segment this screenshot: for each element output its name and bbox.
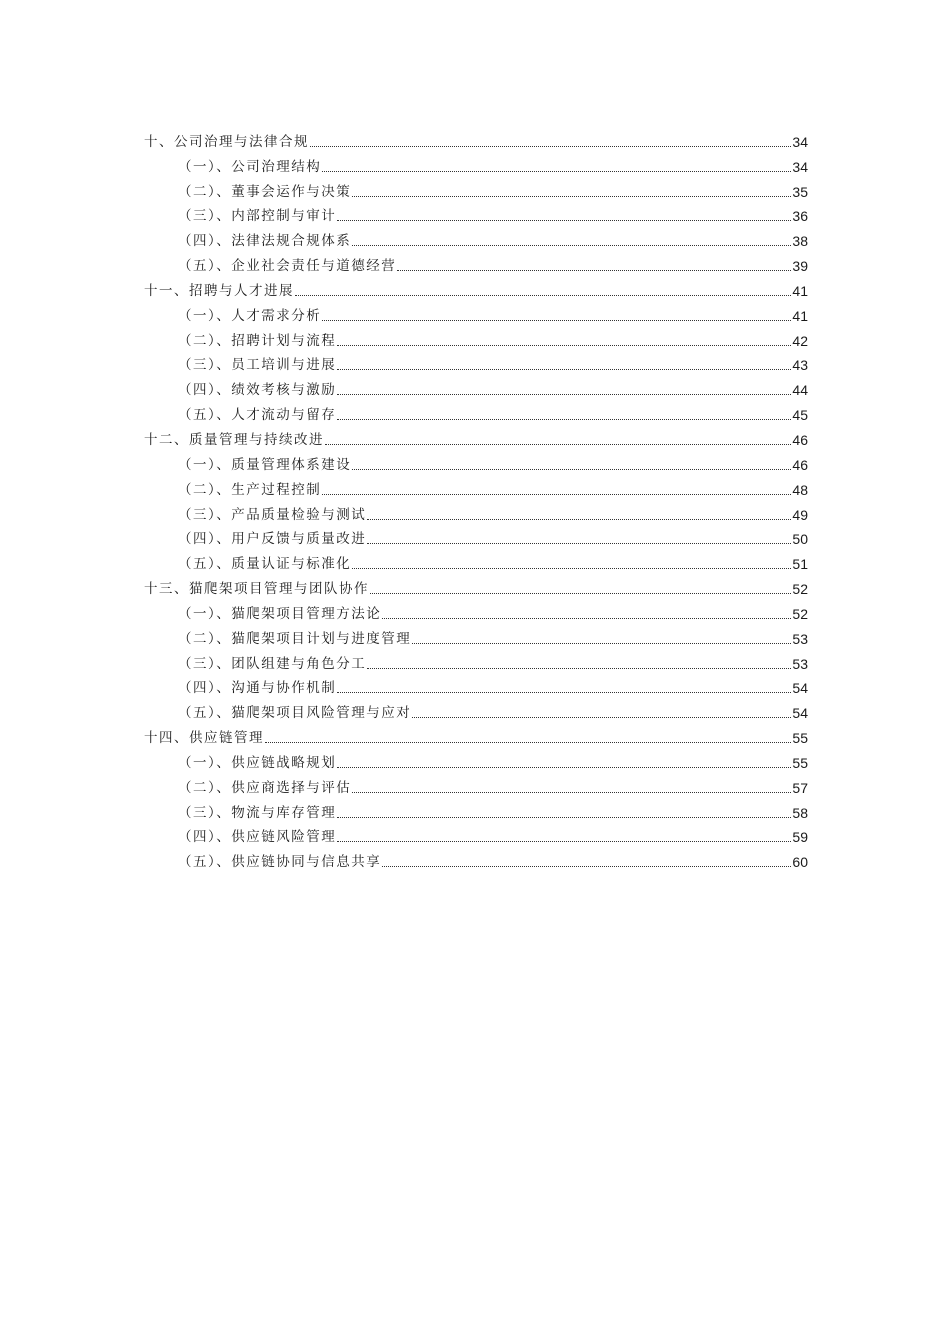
toc-chapter-entry[interactable]: [144, 572, 808, 597]
toc-section-entry[interactable]: [144, 498, 808, 523]
toc-section-entry[interactable]: [144, 547, 808, 572]
toc-page-number: 48: [792, 481, 808, 498]
toc-entry-title: 十四、供应链管理: [144, 730, 264, 747]
toc-dot-leader: [322, 320, 791, 321]
toc-dot-leader: [265, 742, 791, 743]
toc-dot-leader: [337, 419, 791, 420]
toc-page-number: 41: [792, 307, 808, 324]
toc-page-number: 59: [792, 829, 808, 846]
toc-entry-title: 十一、招聘与人才进展: [144, 282, 294, 299]
toc-page-number: 34: [792, 133, 808, 150]
toc-entry-title: 十二、质量管理与持续改进: [144, 431, 324, 448]
toc-page-number: 36: [792, 208, 808, 225]
toc-entry-title: （一）、人才需求分析: [178, 307, 322, 324]
toc-chapter-entry[interactable]: [144, 423, 808, 448]
toc-dot-leader: [337, 767, 791, 768]
toc-dot-leader: [352, 792, 791, 793]
toc-page-number: 46: [792, 456, 808, 473]
toc-dot-leader: [412, 717, 791, 718]
toc-dot-leader: [337, 394, 791, 395]
toc-page-number: 45: [792, 407, 808, 424]
toc-entry-title: （四）、用户反馈与质量改进: [178, 531, 367, 548]
toc-page-number: 54: [792, 680, 808, 697]
toc-dot-leader: [337, 220, 791, 221]
toc-section-entry[interactable]: [144, 349, 808, 374]
toc-page-number: 50: [792, 531, 808, 548]
toc-entry-title: （四）、绩效考核与激励: [178, 382, 337, 399]
toc-section-entry[interactable]: [144, 845, 808, 870]
toc-page-number: 43: [792, 357, 808, 374]
toc-page-number: 55: [792, 730, 808, 747]
toc-dot-leader: [295, 295, 791, 296]
toc-dot-leader: [397, 270, 791, 271]
toc-section-entry[interactable]: [144, 771, 808, 796]
toc-section-entry[interactable]: [144, 523, 808, 548]
toc-entry-title: （二）、猫爬架项目计划与进度管理: [178, 630, 412, 647]
toc-dot-leader: [382, 618, 791, 619]
toc-page-number: 41: [792, 282, 808, 299]
toc-page-number: 46: [792, 431, 808, 448]
toc-entry-title: （三）、产品质量检验与测试: [178, 506, 367, 523]
toc-entry-title: （五）、质量认证与标准化: [178, 556, 352, 573]
toc-page-number: 57: [792, 779, 808, 796]
toc-page-number: 58: [792, 804, 808, 821]
toc-page-number: 55: [792, 754, 808, 771]
toc-entry-title: （一）、质量管理体系建设: [178, 456, 352, 473]
toc-entry-title: （五）、猫爬架项目风险管理与应对: [178, 705, 412, 722]
toc-dot-leader: [322, 494, 791, 495]
toc-entry-title: （四）、法律法规合规体系: [178, 233, 352, 250]
toc-section-entry[interactable]: [144, 200, 808, 225]
toc-entry-title: （三）、员工培训与进展: [178, 357, 337, 374]
toc-page-number: 38: [792, 233, 808, 250]
toc-dot-leader: [352, 196, 791, 197]
toc-dot-leader: [367, 543, 791, 544]
toc-page-number: 35: [792, 183, 808, 200]
toc-dot-leader: [352, 245, 791, 246]
toc-page-number: 53: [792, 630, 808, 647]
toc-page-number: 53: [792, 655, 808, 672]
toc-dot-leader: [337, 345, 791, 346]
toc-dot-leader: [412, 643, 791, 644]
toc-entry-title: （四）、沟通与协作机制: [178, 680, 337, 697]
toc-dot-leader: [337, 692, 791, 693]
toc-page-number: 39: [792, 258, 808, 275]
toc-section-entry[interactable]: [144, 150, 808, 175]
toc-dot-leader: [337, 841, 791, 842]
toc-entry-title: （一）、猫爬架项目管理方法论: [178, 605, 382, 622]
toc-section-entry[interactable]: [144, 324, 808, 349]
toc-dot-leader: [310, 146, 791, 147]
toc-section-entry[interactable]: [144, 299, 808, 324]
toc-entry-title: （五）、供应链协同与信息共享: [178, 854, 382, 871]
toc-page-number: 49: [792, 506, 808, 523]
toc-entry-title: （三）、团队组建与角色分工: [178, 655, 367, 672]
toc-page-number: 52: [792, 605, 808, 622]
toc-entry-title: （二）、董事会运作与决策: [178, 183, 352, 200]
toc-entry-title: （四）、供应链风险管理: [178, 829, 337, 846]
toc-section-entry[interactable]: [144, 746, 808, 771]
toc-section-entry[interactable]: [144, 647, 808, 672]
toc-page-number: 42: [792, 332, 808, 349]
toc-page-number: 44: [792, 382, 808, 399]
toc-section-entry[interactable]: [144, 821, 808, 846]
toc-section-entry[interactable]: [144, 672, 808, 697]
toc-dot-leader: [370, 593, 791, 594]
toc-section-entry[interactable]: [144, 622, 808, 647]
toc-entry-title: （二）、生产过程控制: [178, 481, 322, 498]
toc-entry-title: （三）、内部控制与审计: [178, 208, 337, 225]
toc-entry-title: （五）、人才流动与留存: [178, 407, 337, 424]
toc-entry-title: （三）、物流与库存管理: [178, 804, 337, 821]
toc-page-number: 60: [792, 854, 808, 871]
toc-entry-title: （二）、供应商选择与评估: [178, 779, 352, 796]
toc-section-entry[interactable]: [144, 398, 808, 423]
toc-section-entry[interactable]: [144, 249, 808, 274]
toc-section-entry[interactable]: [144, 473, 808, 498]
toc-dot-leader: [367, 519, 791, 520]
toc-dot-leader: [337, 369, 791, 370]
toc-dot-leader: [352, 469, 791, 470]
toc-dot-leader: [322, 171, 791, 172]
toc-section-entry[interactable]: [144, 175, 808, 200]
toc-entry-title: 十、公司治理与法律合规: [144, 133, 309, 150]
toc-section-entry[interactable]: [144, 224, 808, 249]
toc-section-entry[interactable]: [144, 373, 808, 398]
toc-chapter-entry[interactable]: [144, 721, 808, 746]
table-of-contents: [144, 125, 808, 870]
toc-dot-leader: [352, 568, 791, 569]
toc-section-entry[interactable]: [144, 448, 808, 473]
toc-chapter-entry[interactable]: [144, 274, 808, 299]
toc-page-number: 34: [792, 158, 808, 175]
toc-entry-title: 十三、猫爬架项目管理与团队协作: [144, 581, 369, 598]
toc-section-entry[interactable]: [144, 597, 808, 622]
toc-dot-leader: [367, 668, 791, 669]
toc-entry-title: （五）、企业社会责任与道德经营: [178, 258, 397, 275]
toc-entry-title: （一）、供应链战略规划: [178, 754, 337, 771]
toc-section-entry[interactable]: [144, 796, 808, 821]
toc-page-number: 51: [792, 556, 808, 573]
toc-dot-leader: [325, 444, 791, 445]
toc-page-number: 54: [792, 705, 808, 722]
toc-dot-leader: [382, 866, 791, 867]
toc-page-number: 52: [792, 581, 808, 598]
toc-dot-leader: [337, 817, 791, 818]
toc-entry-title: （一）、公司治理结构: [178, 158, 322, 175]
toc-section-entry[interactable]: [144, 696, 808, 721]
toc-chapter-entry[interactable]: [144, 125, 808, 150]
toc-entry-title: （二）、招聘计划与流程: [178, 332, 337, 349]
